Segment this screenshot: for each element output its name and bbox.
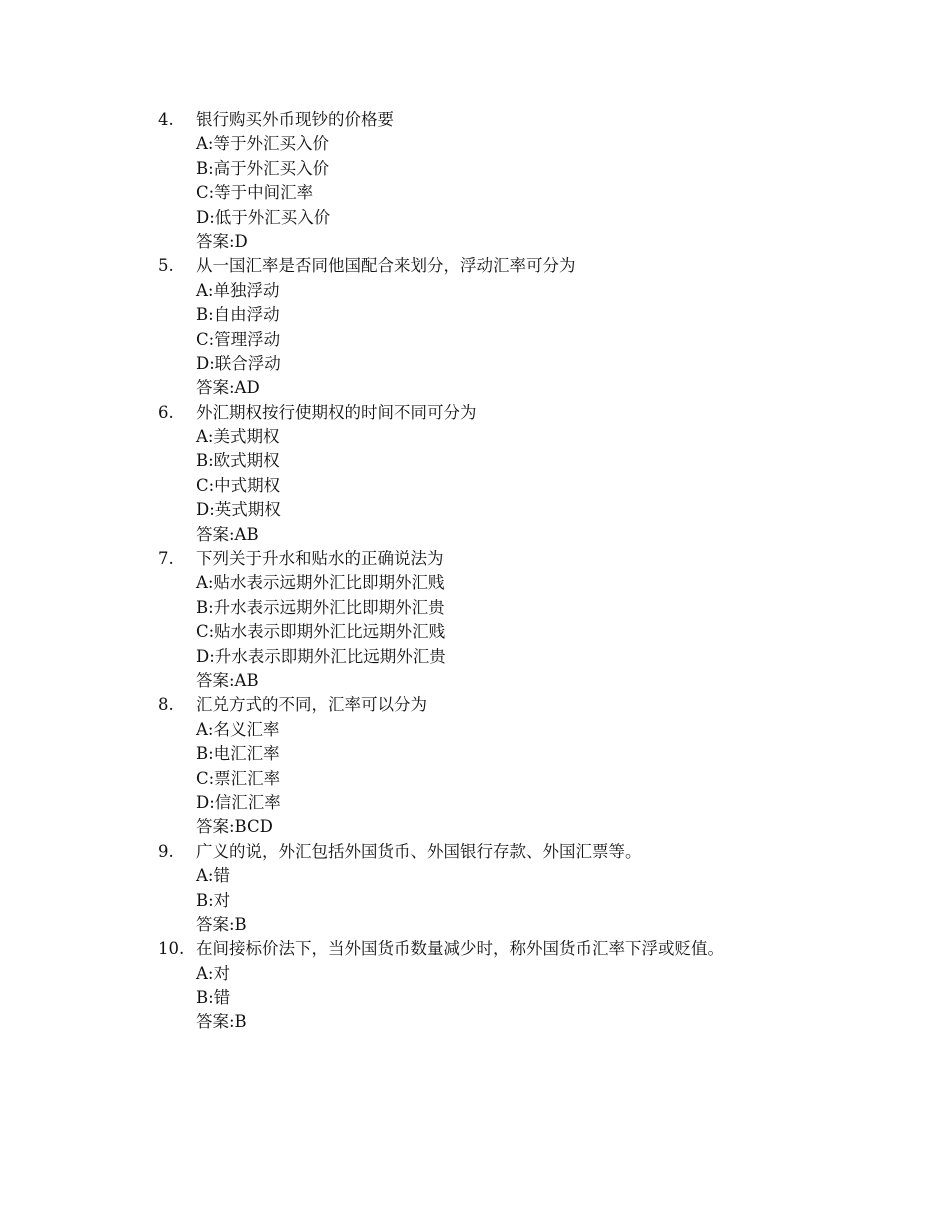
answer: 答案:AD — [196, 378, 260, 398]
answer: 答案:BCD — [196, 817, 273, 837]
question-number: 9. — [158, 841, 174, 861]
option-c: C:管理浮动 — [196, 329, 281, 349]
question-stem: 外汇期权按行使期权的时间不同可分为 — [196, 402, 477, 422]
option-b: B:升水表示远期外汇比即期外汇贵 — [196, 597, 445, 617]
question-stem-line — [158, 937, 918, 961]
option-c: C:贴水表示即期外汇比远期外汇贱 — [196, 622, 446, 642]
question-stem-line — [158, 254, 918, 278]
question-stem: 银行购买外币现钞的价格要 — [196, 110, 394, 129]
question-number: 8. — [158, 695, 174, 715]
option-b: B:电汇汇率 — [196, 744, 280, 764]
answer: 答案:B — [196, 914, 247, 934]
option-b: B:错 — [196, 988, 231, 1008]
question-number: 6. — [158, 402, 174, 422]
answer: 答案:AB — [196, 670, 259, 690]
question-5 — [158, 254, 918, 400]
option-a: A:错 — [196, 866, 230, 886]
option-d: D:联合浮动 — [196, 353, 281, 373]
option-a: A:美式期权 — [196, 427, 280, 447]
question-8 — [158, 693, 918, 839]
option-d: D:升水表示即期外汇比远期外汇贵 — [196, 646, 446, 666]
option-d: D:低于外汇买入价 — [196, 207, 331, 227]
answer: 答案:D — [196, 231, 248, 251]
option-a: A:名义汇率 — [196, 719, 280, 739]
option-d: D:信汇汇率 — [196, 792, 281, 812]
question-10 — [158, 937, 918, 1035]
question-stem: 广义的说，外汇包括外国货币、外国银行存款、外国汇票等。 — [196, 841, 642, 861]
question-number: 7. — [158, 549, 174, 569]
question-6 — [158, 401, 918, 547]
question-number: 4. — [158, 110, 174, 129]
option-b: B:自由浮动 — [196, 305, 280, 325]
option-a: A:单独浮动 — [196, 280, 280, 300]
question-stem-line — [158, 840, 918, 864]
answer: 答案:B — [196, 1012, 247, 1032]
option-a: A:等于外汇买入价 — [196, 134, 329, 154]
option-b: B:高于外汇买入价 — [196, 158, 330, 178]
question-9 — [158, 840, 918, 938]
question-stem: 从一国汇率是否同他国配合来划分，浮动汇率可分为 — [196, 256, 576, 276]
question-stem-line — [158, 547, 918, 571]
question-number: 5. — [158, 256, 174, 276]
question-number: 10. — [158, 939, 185, 959]
option-c: C:票汇汇率 — [196, 768, 281, 788]
question-stem-line — [158, 108, 918, 132]
question-stem: 汇兑方式的不同，汇率可以分为 — [196, 695, 427, 715]
question-4 — [158, 108, 918, 254]
option-a: A:对 — [196, 963, 230, 983]
question-stem: 下列关于升水和贴水的正确说法为 — [196, 549, 444, 569]
question-stem-line — [158, 401, 918, 425]
option-c: C:等于中间汇率 — [196, 183, 314, 203]
option-d: D:英式期权 — [196, 500, 281, 520]
option-c: C:中式期权 — [196, 475, 281, 495]
question-stem: 在间接标价法下，当外国货币数量减少时，称外国货币汇率下浮或贬值。 — [196, 939, 724, 959]
question-7 — [158, 547, 918, 693]
option-a: A:贴水表示远期外汇比即期外汇贱 — [196, 573, 445, 593]
answer: 答案:AB — [196, 524, 259, 544]
question-stem-line — [158, 693, 918, 717]
option-b: B:欧式期权 — [196, 451, 280, 471]
question-list — [158, 108, 918, 1035]
option-b: B:对 — [196, 890, 231, 910]
